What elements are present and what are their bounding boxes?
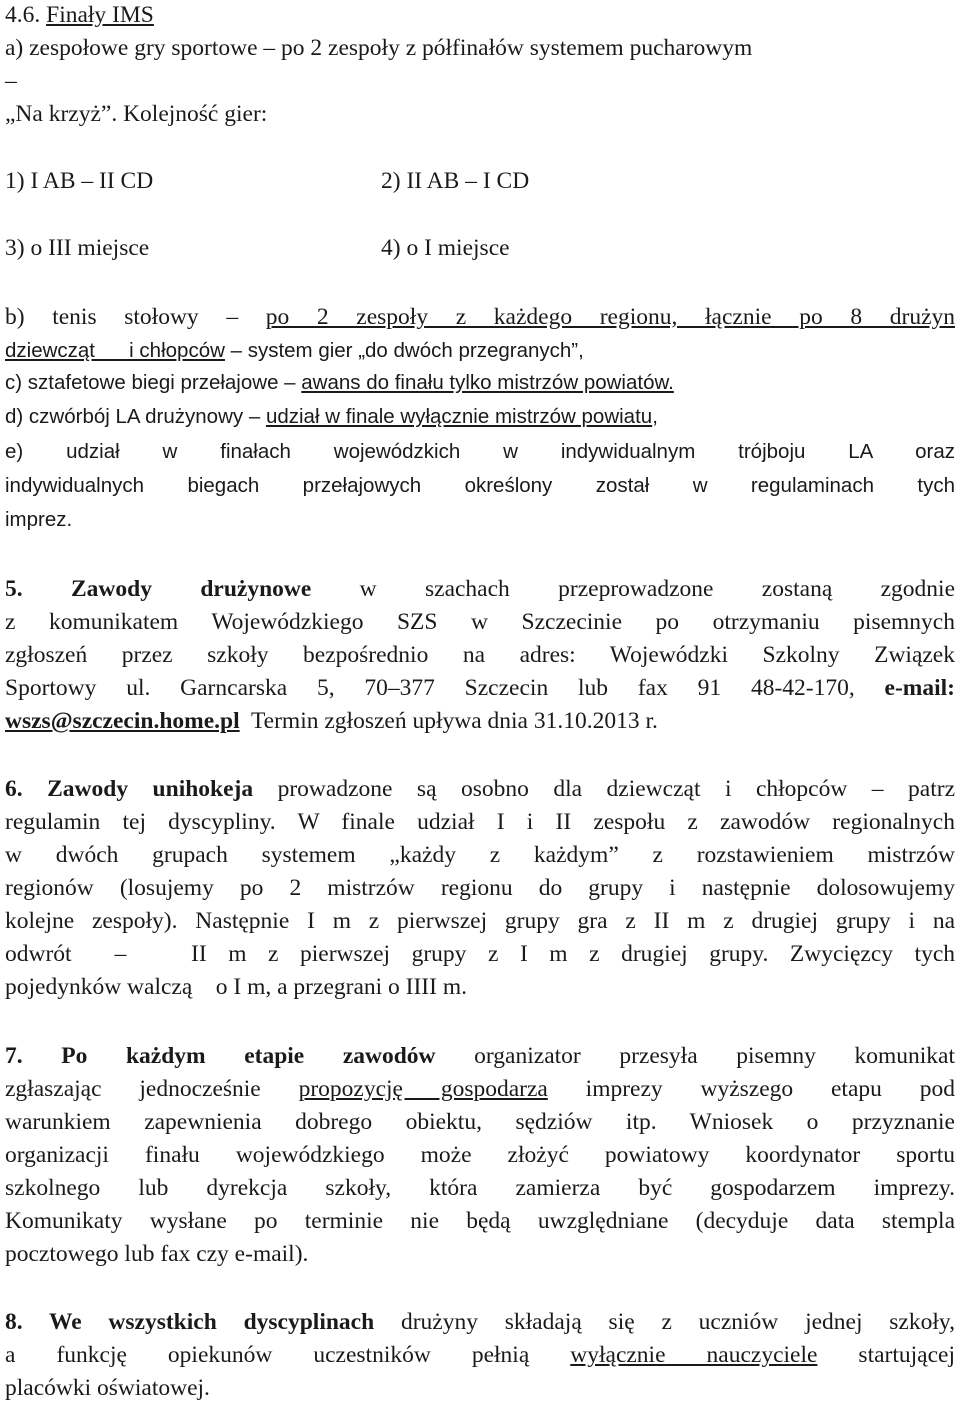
game-4: 4) o I miejsce xyxy=(381,235,510,261)
item-b-underlined-2: dziewcząt i chłopców xyxy=(5,339,225,362)
section-5-heading: 5. Zawody drużynowe xyxy=(5,576,312,602)
section-7-text-1: organizator przesyła pisemny komunikat xyxy=(435,1043,955,1069)
section-5-line-1 xyxy=(5,574,955,604)
section-8-line-1 xyxy=(5,1307,955,1337)
item-e-line-3: imprez. xyxy=(5,508,73,531)
host-proposal: propozycję gospodarza xyxy=(298,1076,548,1102)
section-8-text-1: drużyny składają się z uczniów jednej szkoły, xyxy=(374,1309,955,1335)
item-e-line-1: e) udział w finałach wojewódzkich w indywidualnym trójboju LA oraz xyxy=(5,440,955,463)
game-order-row-2 xyxy=(5,233,510,263)
item-a-line-3: „Na krzyż”. Kolejność gier: xyxy=(5,101,268,127)
section-8-heading: 8. We wszystkich dyscyplinach xyxy=(5,1309,375,1335)
section-5-text-1: w szachach przeprowadzone zostaną zgodnie xyxy=(311,576,955,602)
section-8-text-2a: a funkcję opiekunów uczestników pełnią xyxy=(5,1342,571,1368)
email-label: e-mail: xyxy=(884,675,955,701)
item-a-line-1: a) zespołowe gry sportowe – po 2 zespoły z półfinałów systemem pucharowym xyxy=(5,35,753,61)
deadline-text: Termin zgłoszeń upływa dnia 31.10.2013 r. xyxy=(239,708,658,734)
section-6-text-1: prowadzone są osobno dla dziewcząt i chłopców – patrz xyxy=(253,776,955,802)
section-6-line-2: regulamin tej dyscypliny. W finale udział I i II zespołu z zawodów regionalnych xyxy=(5,809,955,835)
section-7-line-5: szkolnego lub dyrekcja szkoły, która zamierza być gospodarzem imprezy. xyxy=(5,1175,955,1201)
section-7-text-2b: imprezy wyższego etapu pod xyxy=(547,1076,955,1102)
section-title: Finały IMS xyxy=(46,2,154,28)
item-c-line xyxy=(5,368,674,398)
item-e-line-2: indywidualnych biegach przełajowych określony został w regulaminach tych xyxy=(5,474,955,497)
section-6-heading: 6. Zawody unihokeja xyxy=(5,776,254,802)
section-5-line-3: zgłoszeń przez szkoły bezpośrednio na adres: Wojewódzki Szkolny Związek xyxy=(5,642,955,668)
game-3: 3) o III miejsce xyxy=(5,235,150,261)
game-order-row-1 xyxy=(5,166,530,196)
section-6-line-3: w dwóch grupach systemem „każdy z każdym” z rozstawieniem mistrzów xyxy=(5,842,955,868)
section-4-6-heading xyxy=(5,0,154,30)
section-5-text-4: Sportowy ul. Garncarska 5, 70–377 Szczecin lub fax 91 48-42-170, xyxy=(5,675,885,701)
item-d-underlined: udział w finale wyłącznie mistrzów powiatu xyxy=(265,405,653,428)
section-5-line-2: z komunikatem Wojewódzkiego SZS w Szczecinie po otrzymaniu pisemnych xyxy=(5,609,955,635)
section-6-line-1 xyxy=(5,774,955,804)
item-b-line-1 xyxy=(5,302,955,332)
section-7-line-7: pocztowego lub fax czy e-mail). xyxy=(5,1241,309,1267)
section-6-line-5: kolejne zespoły). Następnie I m z pierwszej grupy gra z II m z drugiej grupy i na xyxy=(5,908,955,934)
teachers-only: wyłącznie nauczyciele xyxy=(570,1342,818,1368)
section-7-line-4: organizacji finału wojewódzkiego może złożyć powiatowy koordynator sportu xyxy=(5,1142,955,1168)
section-7-heading: 7. Po każdym etapie zawodów xyxy=(5,1043,436,1069)
item-d-suffix: , xyxy=(652,405,658,428)
section-6-line-4: regionów (losujemy po 2 mistrzów regionu do grupy i następnie dolosowujemy xyxy=(5,875,955,901)
item-b-underlined-1: po 2 zespoły z każdego regionu, łącznie po 8 drużyn xyxy=(265,304,955,330)
section-6-line-6: odwrót – II m z pierwszej grupy z I m z drugiej grupy. Zwycięzcy tych xyxy=(5,941,955,967)
item-b-prefix: b) tenis stołowy – xyxy=(5,304,266,330)
section-8-line-3: placówki oświatowej. xyxy=(5,1375,210,1401)
section-7-line-6: Komunikaty wysłane po terminie nie będą uwzględniane (decyduje data stempla xyxy=(5,1208,955,1234)
section-8-text-2b: startującej xyxy=(817,1342,955,1368)
section-7-line-2 xyxy=(5,1074,955,1104)
game-2: 2) II AB – I CD xyxy=(381,168,530,194)
section-6-line-7: pojedynków walczą o I m, a przegrani o IIII m. xyxy=(5,974,467,1000)
email-link[interactable]: wszs@szczecin.home.pl xyxy=(5,708,240,734)
section-8-line-2 xyxy=(5,1340,955,1370)
section-number: 4.6. xyxy=(5,2,47,28)
section-5-line-4 xyxy=(5,673,955,703)
section-7-line-3: warunkiem zapewnienia dobrego obiektu, sędziów itp. Wniosek o przyznanie xyxy=(5,1109,955,1135)
section-7-line-1 xyxy=(5,1041,955,1071)
section-5-line-5 xyxy=(5,706,658,736)
item-b-line-2 xyxy=(5,336,584,366)
game-1: 1) I AB – II CD xyxy=(5,168,154,194)
item-c-prefix: c) sztafetowe biegi przełajowe – xyxy=(5,371,302,394)
item-d-prefix: d) czwórbój LA drużynowy – xyxy=(5,405,266,428)
item-b-suffix: – system gier „do dwóch przegranych”, xyxy=(224,339,584,362)
item-d-line xyxy=(5,402,658,432)
section-7-text-2a: zgłaszając jednocześnie xyxy=(5,1076,299,1102)
item-a-line-2: – xyxy=(5,68,17,94)
item-c-underlined: awans do finału tylko mistrzów powiatów. xyxy=(301,371,674,394)
